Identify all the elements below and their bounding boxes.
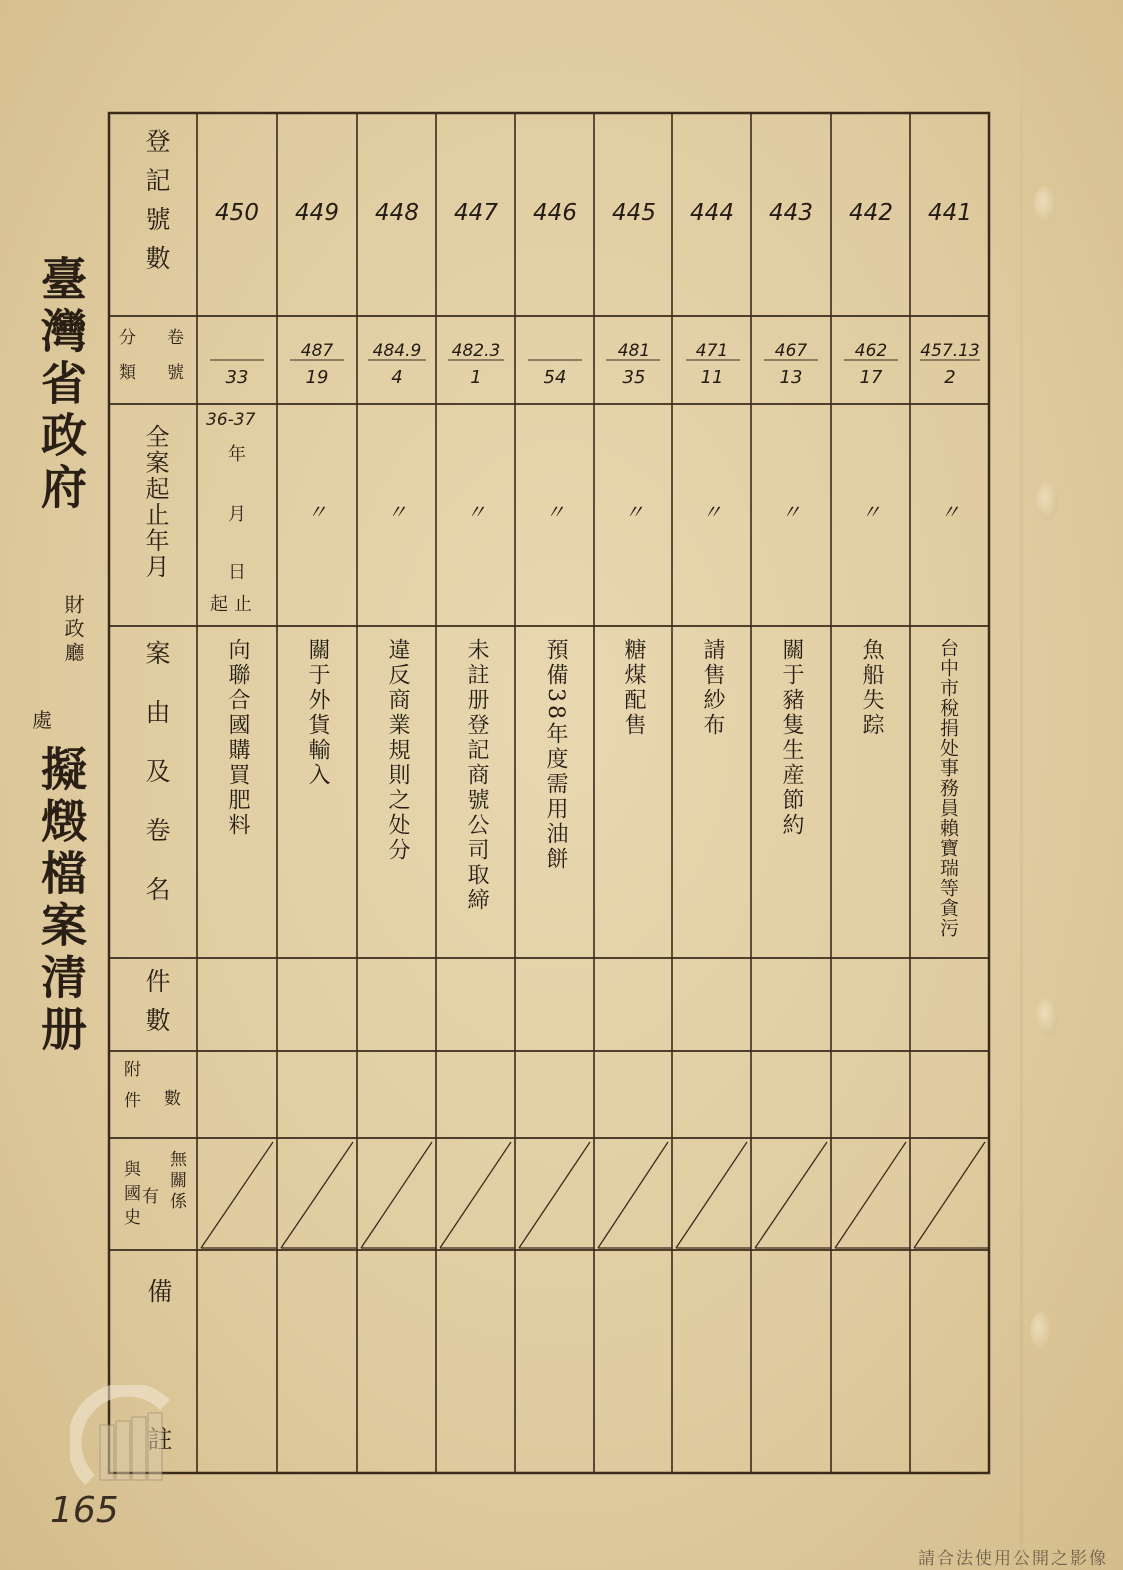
reg-no: 446 [533,200,577,226]
ditto-mark: 〃 [940,500,960,524]
reg-no: 444 [690,200,734,226]
header-subject: 案由及卷名 [142,640,171,935]
document-title-main: 臺灣省政府 [34,255,88,515]
ditto-mark: 〃 [861,500,881,524]
class-code: 482.3 [451,341,501,361]
header-reg-no: 登記號數 [142,128,171,284]
subject: 未註册登記商號公司取締 [464,638,489,913]
class-code: 467 [774,341,808,361]
volume-no: 4 [391,367,403,388]
subject: 糖煤配售 [621,638,646,738]
list-title: 擬燬檔案清册 [34,745,88,1057]
reg-no: 448 [375,200,419,226]
subject: 預備38年度需用油餅 [543,638,568,872]
date-day-label: 日 [228,562,246,583]
ditto-mark: 〃 [387,500,407,524]
ditto-mark: 〃 [781,500,801,524]
subject: 請售紗布 [700,638,725,738]
date-start-end-label: 起止 [210,594,258,615]
subject: 違反商業規則之处分 [385,638,410,863]
subject: 台中市稅捐处事務員賴寶瑞等貪污 [937,638,959,938]
volume-no: 17 [859,367,883,388]
volume-no: 1 [470,367,482,388]
subject: 魚船失踪 [859,638,884,738]
date-year-label: 年 [228,444,246,465]
header-count: 件數 [142,968,171,1046]
header-remarks-top: 備 [144,1278,173,1317]
volume-no: 19 [305,367,329,388]
volume-no: 13 [779,367,803,388]
class-code: 462 [854,341,888,361]
page-number: 165 [50,1490,119,1531]
header-attach-left: 附件 [120,1060,140,1122]
volume-no: 11 [700,367,724,388]
subject: 向聯合國購買肥料 [225,638,250,838]
subject: 關于豬隻生産節約 [779,638,804,838]
reg-no: 449 [295,200,339,226]
header-history-c2: 有 [142,1187,159,1207]
header-class-left: 分類 [115,328,135,398]
volume-no: 2 [944,367,956,388]
class-code: 481 [617,341,651,361]
ditto-mark: 〃 [624,500,644,524]
date-range: 36-37 [206,410,256,430]
reg-no: 445 [612,200,656,226]
reg-no: 443 [769,200,813,226]
subject: 關于外貨輸入 [305,638,330,788]
dept-unit: 處 [32,708,52,732]
reg-no: 450 [215,200,259,226]
reg-no: 447 [454,200,498,226]
class-code: 487 [300,341,334,361]
ditto-mark: 〃 [466,500,486,524]
header-history-c3: 與國史 [120,1160,140,1232]
ditto-mark: 〃 [545,500,565,524]
reg-no: 441 [928,200,972,226]
volume-no: 54 [543,367,567,388]
watermark-text: 請合法使用公開之影像 [918,1549,1108,1569]
class-code: 484.9 [372,341,422,361]
volume-no: 35 [622,367,646,388]
date-month-label: 月 [228,504,246,525]
class-code: 457.13 [920,341,980,361]
header-period: 全案起止年月 [141,424,169,580]
ditto-mark: 〃 [307,500,327,524]
header-class-right: 卷號 [163,328,183,398]
volume-no: 33 [225,367,249,388]
ditto-mark: 〃 [702,500,722,524]
class-code: 471 [695,341,729,361]
reg-no: 442 [849,200,893,226]
header-attach-right: 數 [164,1089,181,1109]
dept-small: 財政廳 [61,594,85,666]
archive-logo-icon [70,1385,180,1495]
header-history-c1: 無關係 [166,1150,186,1213]
